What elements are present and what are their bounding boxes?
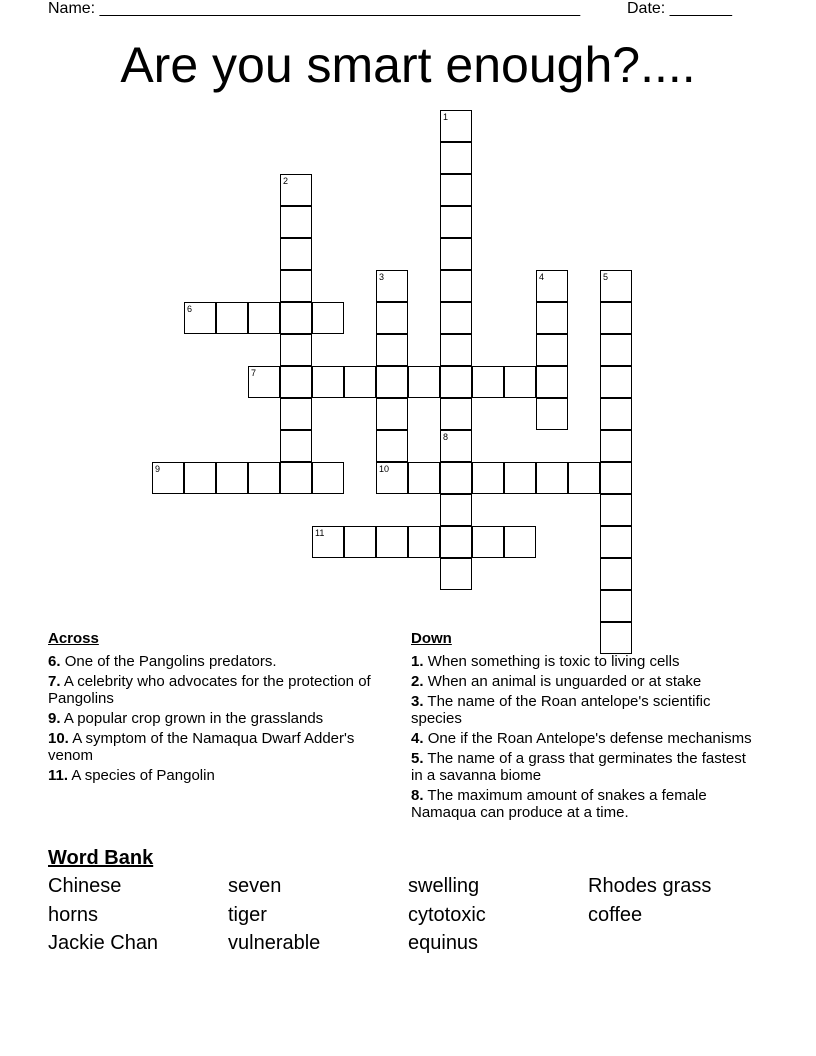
grid-cell[interactable] [472,526,504,558]
grid-cell[interactable] [280,302,312,334]
grid-cell[interactable] [600,558,632,590]
grid-cell[interactable] [280,206,312,238]
grid-cell[interactable] [216,462,248,494]
grid-cell[interactable] [472,462,504,494]
grid-cell[interactable] [472,366,504,398]
grid-cell[interactable] [440,238,472,270]
clue-number: 7 [251,368,257,378]
grid-cell[interactable] [440,110,472,142]
clue-across-10: 10. A symptom of the Namaqua Dwarf Adder's venom [48,730,355,764]
grid-cell[interactable] [504,462,536,494]
grid-cell[interactable] [600,302,632,334]
grid-cell[interactable] [536,462,568,494]
word-bank-item: Chinese [48,875,122,897]
grid-cell[interactable] [376,462,408,494]
grid-cell[interactable] [280,462,312,494]
clue-down-5: 5. The name of a grass that germinates the fastest in a savanna biome [411,750,746,784]
grid-cell[interactable] [600,590,632,622]
grid-cell[interactable] [440,494,472,526]
across-heading: Across [48,630,99,647]
grid-cell[interactable] [600,270,632,302]
grid-cell[interactable] [312,462,344,494]
grid-cell[interactable] [568,462,600,494]
clue-down-8: 8. The maximum amount of snakes a female Namaqua can produce at a time. [411,787,707,821]
clue-down-1: 1. When something is toxic to living cells [411,653,680,670]
word-bank-item: swelling [408,875,480,897]
clue-number: 10 [379,464,390,474]
grid-cell[interactable] [408,462,440,494]
grid-cell[interactable] [504,366,536,398]
word-bank-item: tiger [228,904,267,926]
grid-cell[interactable] [312,302,344,334]
down-heading: Down [411,630,452,647]
grid-cell[interactable] [376,334,408,366]
grid-cell[interactable] [600,462,632,494]
clue-number: 9 [155,464,161,474]
grid-cell[interactable] [312,526,344,558]
grid-cell[interactable] [536,334,568,366]
word-bank-item: Jackie Chan [48,932,159,954]
grid-cell[interactable] [440,462,472,494]
word-bank-item: coffee [588,904,643,926]
grid-cell[interactable] [440,174,472,206]
word-bank-item: vulnerable [228,932,321,954]
grid-cell[interactable] [600,494,632,526]
clue-number: 4 [539,272,545,282]
grid-cell[interactable] [440,302,472,334]
grid-cell[interactable] [280,366,312,398]
grid-cell[interactable] [376,366,408,398]
grid-cell[interactable] [600,430,632,462]
grid-cell[interactable] [280,430,312,462]
clue-number: 11 [315,528,325,538]
grid-cell[interactable] [376,302,408,334]
grid-cell[interactable] [312,366,344,398]
grid-cell[interactable] [440,366,472,398]
grid-cell[interactable] [248,366,280,398]
grid-cell[interactable] [536,270,568,302]
clue-down-4: 4. One if the Roan Antelope's defense mechanisms [411,730,752,747]
grid-cell[interactable] [440,430,472,462]
clue-across-9: 9. A popular crop grown in the grasslands [48,710,324,727]
grid-cell[interactable] [376,398,408,430]
grid-cell[interactable] [440,558,472,590]
grid-cell[interactable] [376,526,408,558]
grid-cell[interactable] [600,334,632,366]
clue-number: 6 [187,304,193,314]
page-title: Are you smart enough?.... [120,37,696,93]
grid-cell[interactable] [216,302,248,334]
clue-across-7: 7. A celebrity who advocates for the protection of Pangolins [48,673,371,707]
grid-cell[interactable] [440,142,472,174]
clue-across-11: 11. A species of Pangolin [48,767,215,784]
grid-cell[interactable] [248,302,280,334]
word-bank-item: Rhodes grass [588,875,712,897]
clue-number: 3 [379,272,385,282]
grid-cell[interactable] [280,398,312,430]
name-field[interactable]: Name: ______________________________________________________ [48,0,581,17]
clue-number: 5 [603,272,609,282]
grid-cell[interactable] [504,526,536,558]
grid-cell[interactable] [184,462,216,494]
grid-cell[interactable] [248,462,280,494]
grid-cell[interactable] [440,270,472,302]
grid-cell[interactable] [440,206,472,238]
grid-cell[interactable] [440,334,472,366]
clue-number: 2 [283,176,289,186]
grid-cell[interactable] [280,174,312,206]
clue-across-6: 6. One of the Pangolins predators. [48,653,277,670]
grid-cell[interactable] [600,526,632,558]
word-bank-item: seven [228,875,282,897]
clue-down-2: 2. When an animal is unguarded or at stake [411,673,702,690]
grid-cell[interactable] [280,270,312,302]
grid-cell[interactable] [344,366,376,398]
clue-number: 8 [443,432,449,442]
grid-cell[interactable] [376,270,408,302]
grid-cell[interactable] [536,366,568,398]
grid-cell[interactable] [536,398,568,430]
grid-cell[interactable] [408,366,440,398]
grid-cell[interactable] [600,366,632,398]
word-bank-item: equinus [408,932,479,954]
date-field[interactable]: Date: _______ [627,0,732,17]
clue-number: 1 [443,112,449,122]
across-clues [48,630,378,787]
grid-cell[interactable] [280,334,312,366]
grid-cell[interactable] [600,398,632,430]
word-bank-item: cytotoxic [408,904,486,926]
grid-cell[interactable] [344,526,376,558]
grid-cell[interactable] [440,526,472,558]
grid-cell[interactable] [152,462,184,494]
grid-cell[interactable] [536,302,568,334]
clue-down-3: 3. The name of the Roan antelope's scientific species [411,693,711,727]
grid-cell[interactable] [280,238,312,270]
grid-cell[interactable] [440,398,472,430]
grid-cell[interactable] [408,526,440,558]
word-bank-item: horns [48,904,99,926]
down-clues [411,630,756,824]
word-bank-heading: Word Bank [48,847,154,869]
grid-cell[interactable] [376,430,408,462]
grid-cell[interactable] [184,302,216,334]
